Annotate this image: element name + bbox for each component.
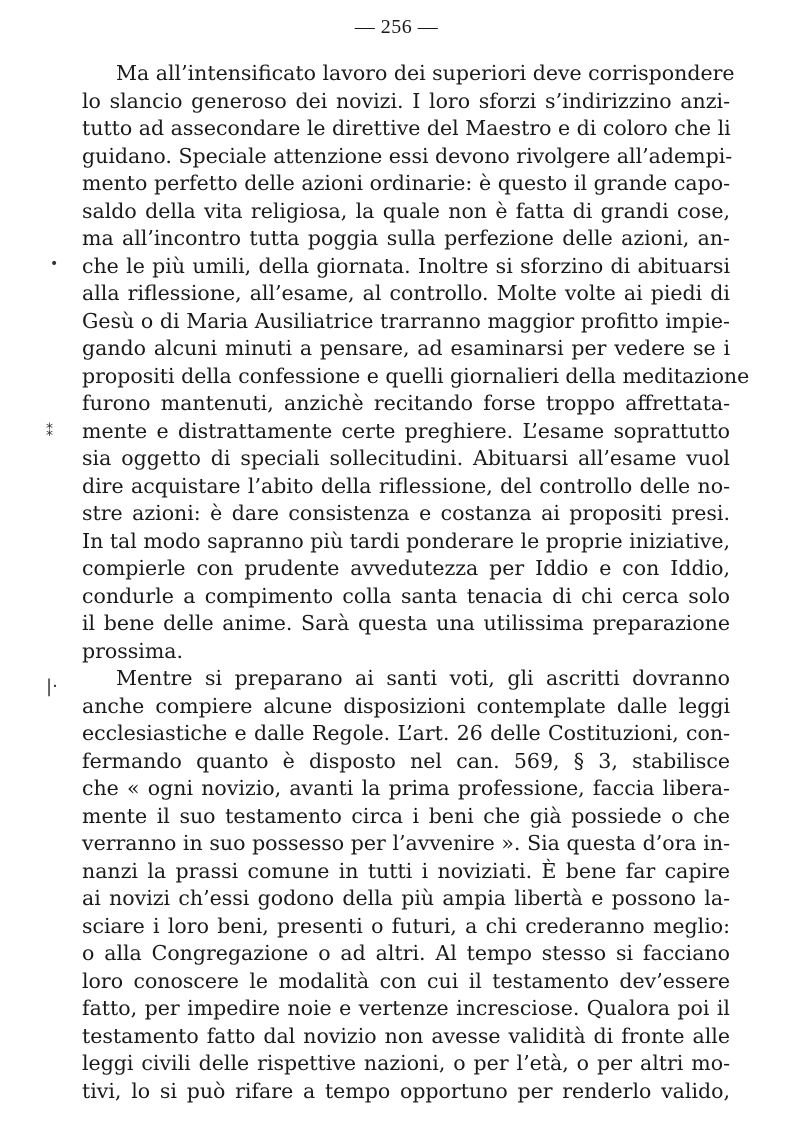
text-line: ma all’incontro tutta poggia sulla perfezione delle azioni, an- (82, 226, 730, 250)
paragraph-2 (82, 665, 730, 1105)
text-line: tutto ad assecondare le direttive del Maestro e di coloro che li (82, 116, 731, 140)
text-line: verranno in suo possesso per l’avvenire ». Sia questa d’ora in- (82, 831, 730, 855)
text-line: stre azioni: è dare consistenza e costanza ai propositi presi. (82, 501, 730, 525)
text-line: tivi, lo si può rifare a tempo opportuno per renderlo valido, (82, 1078, 730, 1103)
text-line: alla riflessione, all’esame, al controllo. Molte volte ai piedi di (82, 281, 730, 305)
text-line: dire acquistare l’abito della riflessione, del controllo delle no- (82, 473, 730, 498)
text-line: o alla Congregazione o ad altri. Al tempo stesso si facciano (82, 941, 730, 965)
text-line: propositi della confessione e quelli giornalieri della meditazione (82, 363, 750, 388)
text-line: lo slancio generoso dei novizi. I loro sforzi s’indirizzino anzi- (82, 88, 730, 113)
text-line: il bene delle anime. Sarà questa una utilissima preparazione (82, 611, 730, 635)
text-line: che le più umili, della giornata. Inoltre si sforzino di abituarsi (82, 253, 730, 278)
text-line: mento perfetto delle azioni ordinarie: è questo il grande capo- (82, 171, 730, 195)
text-line: sciare i loro beni, presenti o futuri, a chi crederanno meglio: (82, 913, 730, 938)
text-line: saldo della vita religiosa, la quale non è fatta di grandi cose, (82, 198, 730, 223)
text-line: loro conoscere le modalità con cui il testamento dev’essere (82, 968, 730, 993)
text-line: gando alcuni minuti a pensare, ad esaminarsi per vedere se i (82, 336, 730, 360)
margin-mark: ⁑ (46, 424, 53, 440)
text-line: leggi civili delle rispettive nazioni, o per l’età, o per altri mo- (82, 1051, 730, 1075)
text-line: ecclesiastiche e dalle Regole. L’art. 26 delle Costituzioni, con- (82, 721, 730, 745)
text-line: anche compiere alcune disposizioni contemplate dalle leggi (82, 693, 730, 718)
text-line: condurle a compimento colla santa tenacia di chi cerca solo (82, 583, 730, 608)
page-number: — 256 — (354, 16, 439, 38)
text-line: Gesù o di Maria Ausiliatrice trarranno maggior profitto impie- (82, 308, 730, 333)
text-line: furono mantenuti, anzichè recitando forse troppo affrettata- (82, 391, 730, 415)
text-line: Mentre si preparano ai santi voti, gli ascritti dovranno (116, 666, 730, 690)
margin-mark: |· (46, 676, 58, 697)
text-line: mente il suo testamento circa i beni che già possiede o che (82, 803, 730, 828)
text-line: mente e distrattamente certe preghiere. L’esame soprattutto (82, 418, 730, 443)
paragraph-1 (82, 60, 750, 665)
text-line: che « ogni novizio, avanti la prima professione, faccia libera- (82, 776, 730, 800)
text-line: sia oggetto di speciali sollecitudini. Abituarsi all’esame vuol (82, 446, 730, 470)
body-text (82, 60, 750, 1105)
text-line: compierle con prudente avvedutezza per Iddio e con Iddio, (82, 556, 730, 580)
text-line: Ma all’intensificato lavoro dei superiori deve corrispondere (116, 61, 735, 85)
text-line: fatto, per impedire noie e vertenze incresciose. Qualora poi il (82, 996, 730, 1020)
text-line: ai novizi ch’essi godono della più ampia libertà e possono la- (82, 886, 730, 910)
text-line: fermando quanto è disposto nel can. 569, § 3, stabilisce (82, 748, 730, 773)
text-line: In tal modo sapranno più tardi ponderare le proprie iniziative, (82, 528, 731, 553)
text-line: testamento fatto dal novizio non avesse validità di fronte alle (82, 1023, 730, 1048)
text-line: nanzi la prassi comune in tutti i noviziati. È bene far capire (82, 858, 730, 883)
margin-mark: • (50, 256, 59, 272)
text-line: prossima. (82, 638, 184, 663)
text-line: guidano. Speciale attenzione essi devono rivolgere all’adempi- (82, 143, 733, 168)
